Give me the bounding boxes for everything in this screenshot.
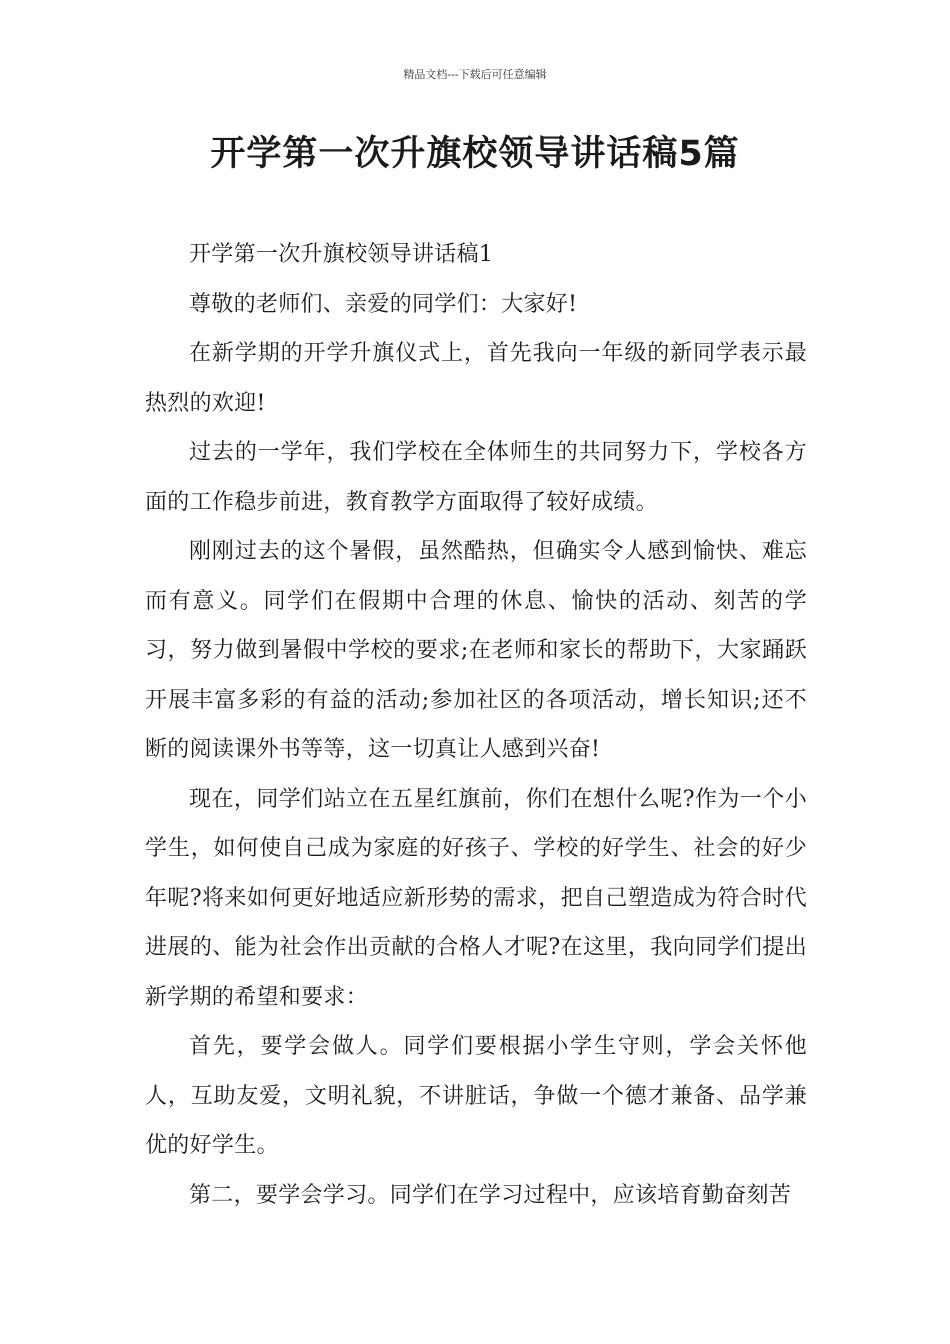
document-title: 开学第一次升旗校领导讲话稿5篇 (210, 134, 740, 174)
header-note: 精品文档---下载后可任意编辑 (403, 68, 547, 81)
body-paragraph: 现在，同学们站立在五星红旗前，你们在想什么呢?作为一个小学生，如何使自己成为家庭的好孩子、学校的好学生、社会的好少年呢?将来如何更好地适应新形势的需求，把自己塑造成为符合时代进展的、能为社会作出贡献的合格人才呢?在这里，我向同学们提出新学期的希望和要求： (145, 786, 807, 1010)
body-paragraph: 第二，要学会学习。同学们在学习过程中，应该培育勤奋刻苦 (189, 1182, 792, 1208)
document-body (145, 230, 807, 1220)
section-heading: 开学第一次升旗校领导讲话稿1 (189, 242, 494, 267)
body-paragraph: 刚刚过去的这个暑假，虽然酷热，但确实令人感到愉快、难忘而有意义。同学们在假期中合理的休息、愉快的活动、刻苦的学习，努力做到暑假中学校的要求;在老师和家长的帮助下，大家踊跃开展丰富多彩的有益的活动;参加社区的各项活动，增长知识;还不断的阅读课外书等等，这一切真让人感到兴奋! (145, 539, 807, 762)
body-paragraph: 在新学期的开学升旗仪式上，首先我向一年级的新同学表示最热烈的欢迎! (145, 341, 807, 416)
body-paragraph: 首先，要学会做人。同学们要根据小学生守则，学会关怀他人，互助友爱，文明礼貌，不讲脏话，争做一个德才兼备、品学兼优的好学生。 (145, 1034, 807, 1158)
body-paragraph: 过去的一学年，我们学校在全体师生的共同努力下，学校各方面的工作稳步前进，教育教学方面取得了较好成绩。 (145, 440, 807, 515)
salutation-paragraph: 尊敬的老师们、亲爱的同学们：大家好! (189, 291, 578, 317)
